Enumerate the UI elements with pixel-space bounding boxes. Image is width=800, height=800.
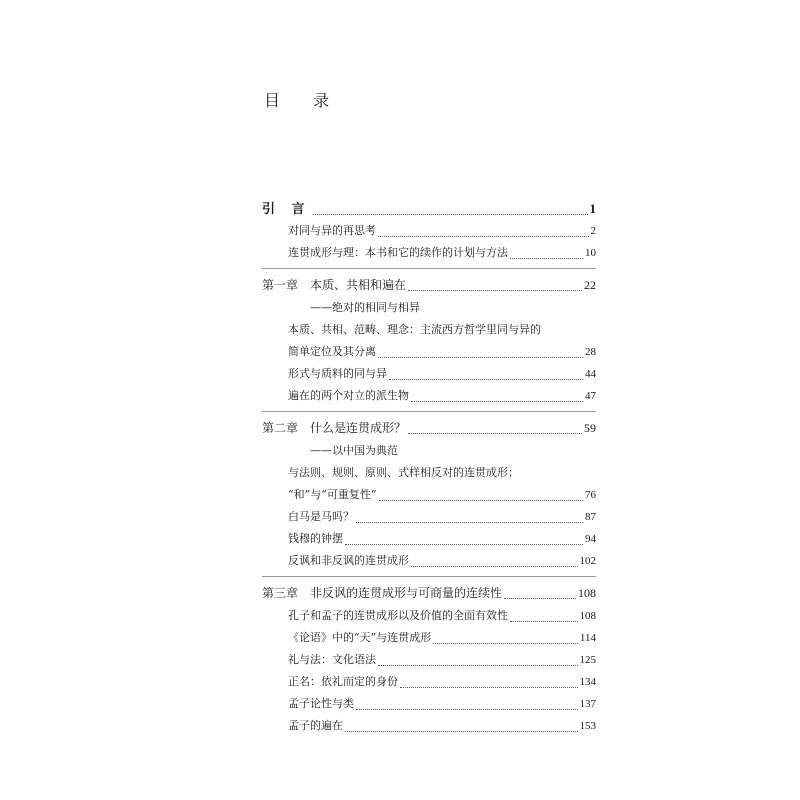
leader-dots	[313, 201, 588, 215]
toc-entry-title: 钱穆的钟摆	[288, 532, 343, 545]
toc-entry-page: 108	[578, 586, 596, 600]
toc-entry-page: 22	[584, 278, 596, 292]
toc-entry-page: 2	[590, 225, 596, 237]
toc-entry-title: 第一章 本质、共相和遍在	[262, 278, 407, 292]
toc-entry-page: 94	[585, 533, 596, 545]
leader-dots	[356, 696, 578, 710]
toc-entry-title: 与法则、规则、原则、式样相反对的连贯成形；	[288, 466, 519, 479]
toc-entry[interactable]	[262, 220, 596, 242]
section-divider	[262, 576, 596, 577]
toc-entry-title: 孟子论性与类	[288, 697, 354, 710]
toc-entry[interactable]	[262, 671, 596, 693]
toc-entry[interactable]	[262, 385, 596, 407]
leader-dots	[345, 718, 578, 732]
leader-dots	[345, 531, 583, 545]
toc-entry[interactable]	[262, 363, 596, 385]
toc-entry-page: 76	[585, 489, 596, 501]
toc-entry[interactable]	[262, 693, 596, 715]
table-of-contents	[262, 198, 596, 737]
toc-entry-title: 对同与异的再思考	[288, 224, 376, 237]
leader-dots	[400, 674, 578, 688]
toc-entry-page: 108	[579, 610, 596, 622]
toc-entry[interactable]	[262, 605, 596, 627]
toc-entry-page: 134	[579, 676, 596, 688]
leader-dots	[504, 585, 576, 599]
toc-entry-page: 59	[584, 421, 596, 435]
toc-entry-title: 《论语》中的“天”与连贯成形	[288, 631, 432, 644]
toc-entry[interactable]	[262, 649, 596, 671]
leader-dots	[379, 487, 584, 501]
leader-dots	[378, 344, 583, 358]
leader-dots	[389, 366, 583, 380]
toc-entry[interactable]	[262, 341, 596, 363]
leader-dots	[356, 509, 583, 523]
toc-entry-title: “和”与“可重复性”	[288, 488, 377, 501]
toc-entry[interactable]	[262, 319, 596, 341]
toc-entry-title: 白马是马吗？	[288, 510, 354, 523]
leader-dots	[433, 630, 578, 644]
toc-entry-title: 反讽和非反讽的连贯成形	[288, 554, 409, 567]
chapter-subtitle: ——绝对的相同与相异	[310, 301, 420, 314]
toc-entry-chapter-1[interactable]	[262, 274, 596, 297]
leader-dots	[411, 388, 583, 402]
leader-dots	[408, 420, 582, 434]
leader-dots	[510, 245, 583, 259]
leader-dots	[378, 652, 578, 666]
toc-entry-title: 孟子的遍在	[288, 719, 343, 732]
toc-entry-chapter-3[interactable]	[262, 582, 596, 605]
toc-entry-title: 引 言	[262, 202, 311, 217]
toc-entry-page: 44	[585, 368, 596, 380]
leader-dots	[411, 553, 578, 567]
toc-entry-page: 125	[579, 654, 596, 666]
toc-entry[interactable]	[262, 484, 596, 506]
section-divider	[262, 411, 596, 412]
toc-entry[interactable]	[262, 715, 596, 737]
toc-entry-title: 简单定位及其分离	[288, 345, 376, 358]
chapter-subtitle: ——以中国为典范	[310, 444, 398, 457]
toc-entry-page: 153	[579, 720, 596, 732]
toc-entry-chapter-2[interactable]	[262, 417, 596, 440]
toc-entry-title: 连贯成形与理：本书和它的续作的计划与方法	[288, 246, 508, 259]
leader-dots	[378, 223, 589, 237]
toc-entry[interactable]	[262, 550, 596, 572]
toc-entry-page: 28	[585, 346, 596, 358]
toc-entry-page: 10	[585, 247, 596, 259]
page-title: 目 录	[264, 91, 344, 110]
toc-entry[interactable]	[262, 242, 596, 264]
toc-entry-title: 正名：依礼而定的身份	[288, 675, 398, 688]
toc-entry[interactable]	[262, 528, 596, 550]
toc-entry-title: 孔子和孟子的连贯成形以及价值的全面有效性	[288, 609, 508, 622]
toc-entry-page: 1	[589, 201, 596, 216]
toc-entry-title: 礼与法：文化语法	[288, 653, 376, 666]
toc-entry-page: 114	[579, 632, 596, 644]
toc-entry-title: 形式与质料的同与异	[288, 367, 387, 380]
toc-entry-page: 47	[585, 390, 596, 402]
section-divider	[262, 268, 596, 269]
toc-entry-title: 第三章 非反讽的连贯成形与可商量的连续性	[262, 586, 503, 600]
leader-dots	[408, 277, 582, 291]
toc-entry-title: 本质、共相、范畴、理念：主流西方哲学里同与异的	[288, 323, 541, 336]
toc-entry-page: 137	[579, 698, 596, 710]
toc-entry[interactable]	[262, 627, 596, 649]
toc-entry-title: 遍在的两个对立的派生物	[288, 389, 409, 402]
toc-entry-title: 第二章 什么是连贯成形？	[262, 421, 407, 435]
leader-dots	[510, 608, 578, 622]
toc-entry-intro[interactable]	[262, 198, 596, 220]
toc-entry[interactable]	[262, 462, 596, 484]
toc-entry[interactable]	[262, 506, 596, 528]
toc-entry-page: 87	[585, 511, 596, 523]
toc-entry-page: 102	[579, 555, 596, 567]
